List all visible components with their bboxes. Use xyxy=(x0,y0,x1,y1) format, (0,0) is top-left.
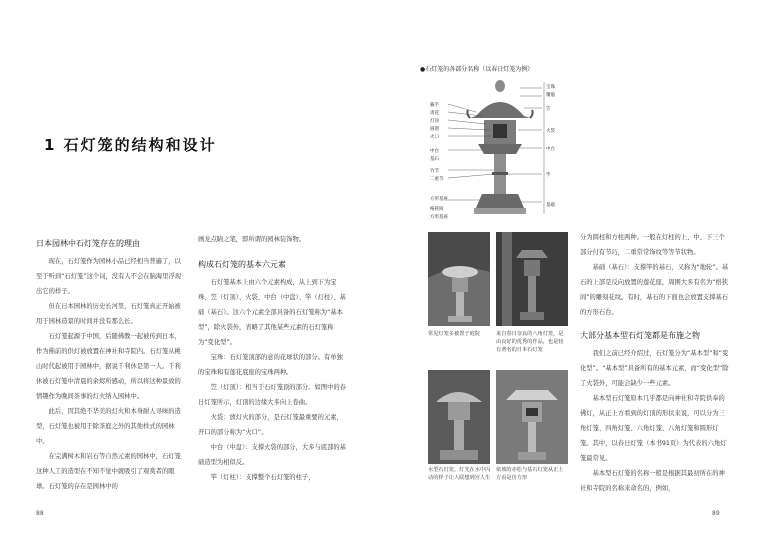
photo-lantern-2 xyxy=(496,232,568,326)
paragraph: 宝珠：石灯笼顶部的意的花球状的部分。有单独的宝珠和有莲花底座的宝珠两种。 xyxy=(198,354,343,376)
photo-lantern-1 xyxy=(428,232,490,326)
paragraph: 我们之前已经介绍过，石灯笼分为“基本型”和“变化型”。“基本型”具备所有的基本元素，而“变化型”除了火袋外，可能会缺少一些元素。 xyxy=(580,350,729,387)
page-number-left: 88 xyxy=(36,510,44,517)
paragraph: 石灯笼基本上由六个元素构成，从上到下为宝珠、笠（灯顶）、火袋、中台（中盘）、竿（灯柱）、基础（基石）。这六个元素全部具备的石灯笼称为“基本型”，除火袋外，省略了其他某些元素的石灯笼称为“变化型”。 xyxy=(198,279,346,346)
right-column xyxy=(580,230,730,496)
photo-caption: 依坡的赤松与基石灯笼从正上方看是仿方形 xyxy=(496,467,564,481)
diagram-label: 灯顶 xyxy=(430,119,439,124)
diagram-label: 宝珠 xyxy=(546,85,555,90)
paragraph: 基本型石灯笼原本几乎都是向神社和寺院供奉的佛灯，从正上方看到的灯顶的形状来说，可以分为三角灯笼、四角灯笼、六角灯笼、八角灯笼和圆形灯笼。其中，以春日灯笼（本书91页）为代表的六角灯笼最常见。 xyxy=(580,395,727,462)
diagram-label: 火口 xyxy=(430,135,439,140)
paragraph: 在完满树木和岩石等自然元素的园林中，石灯笼这种人工的造型在不知不觉中就吸引了观赏者的眼球。石灯笼的存在是园林中的 xyxy=(36,453,181,490)
paragraph: 但在日本园林的历史长河里，石灯笼真正开始被用于园林造景的时间并没有那么长。 xyxy=(36,303,181,325)
paragraph: 画龙点睛之笔，即所谓的园林装饰物。 xyxy=(198,236,306,243)
diagram-label: 覆瓶 xyxy=(546,93,555,98)
paragraph: 石灯笼起源于中国，后随佛教一起被传到日本，作为佛前的供灯被放置在神社和寺院内。石灯笼从桃山时代起被用于园林中，据说千利休是第一人。千利休被石灯笼中清晨的余烬所感动，所以将这种景致的情趣作为晚间茶事的灯火纳入园林中。 xyxy=(36,333,181,400)
paragraph: 竿（灯柱）：支撑整个石灯笼的柱子， xyxy=(210,474,315,481)
photo-caption: 来自春日奈良的八角灯笼，是由良好的优秀的作品，也是较有著名的日本石灯笼 xyxy=(496,331,564,353)
base-shape xyxy=(476,194,524,208)
diagram-label: 笠 xyxy=(546,107,551,112)
photo-lantern-3 xyxy=(428,370,490,464)
paragraph: 笠（灯顶）：相当于石灯笼顶的部分。如图中的春日灯笼所示，灯顶的边缘大多向上卷曲。 xyxy=(198,384,346,406)
photo-caption: 水型石灯笼。灯光在水中闪动的样子让人联想到宫人生 xyxy=(428,467,491,481)
section-heading: 日本园林中石灯笼存在的理由 xyxy=(36,239,140,248)
photo-caption: 常见灯笼多被置于庭院 xyxy=(428,331,480,337)
finial-shape xyxy=(495,80,505,92)
diagram-label: 方形基座 xyxy=(430,197,448,202)
diagram-title: ●石灯笼的各部分名称（以春日灯笼为例） xyxy=(420,66,534,73)
paragraph: 基本型石灯笼的名称一般是根据其最初所在的神社和寺院的名称来命名的，例如， xyxy=(580,470,725,492)
paragraph: 现在，石灯笼作为园林小品已经相当普遍了，以至于听到“石灯笼”这个词，没有人不会在脑海里浮现出它的样子。 xyxy=(36,258,182,295)
paragraph: 基础（基石）：支撑竿的基石，又称为“地轮”。基石的上部是反向放置的莲花座，周围大多有名为“格狭间”的雕刻花纹。有时，基石的下面也会放置支撑基石的方形石台。 xyxy=(580,264,729,316)
section-heading: 构成石灯笼的基本六元素 xyxy=(198,260,286,269)
section-heading: 大部分基本型石灯笼都是布施之物 xyxy=(580,331,700,340)
paragraph: 此后，因其绝不华美的灯火和本身耐人寻味的造型，石灯笼也被用于除茶庭之外的其他样式的园林中。 xyxy=(36,408,181,445)
diagram-label: 火袋 xyxy=(546,129,555,134)
paragraph: 火袋：放灯火的部分，是石灯笼最重要的元素，开口的部分称为“火口”。 xyxy=(198,414,343,436)
diagram-label: 基石 xyxy=(430,157,439,162)
diagram-label: 中台 xyxy=(546,147,555,152)
chapter-title: 1 石灯笼的结构和设计 xyxy=(44,136,217,154)
photo-lantern-4 xyxy=(496,370,568,464)
paragraph: 分为圆柱和方柱两种。一般在灯柱的上、中、下三个部分付有节巧，二重常常饰纹等等节状物。 xyxy=(580,234,725,256)
diagram-label: 竿 xyxy=(546,173,551,178)
diagram-label: 圆窗 xyxy=(430,127,439,132)
diagram-label: 格狭间 xyxy=(430,207,444,212)
diagram-label: 请花 xyxy=(430,111,439,116)
page-number-right: 89 xyxy=(712,510,720,517)
diagram-label: 中台 xyxy=(430,149,439,154)
diagram-label: 蕨手 xyxy=(430,103,439,108)
diagram-label: 竹节 xyxy=(430,169,439,174)
left-column-1 xyxy=(36,232,184,494)
diagram-label: 二重节 xyxy=(430,177,444,182)
platform-shape xyxy=(478,144,522,154)
diagram-label: 基础 xyxy=(546,203,555,208)
diagram-label: 方形基座 xyxy=(430,215,448,220)
left-column-2 xyxy=(198,232,348,485)
paragraph: 中台（中盘）：支撑火袋的部分，大多与底部的基础造型为相似反。 xyxy=(198,444,346,466)
